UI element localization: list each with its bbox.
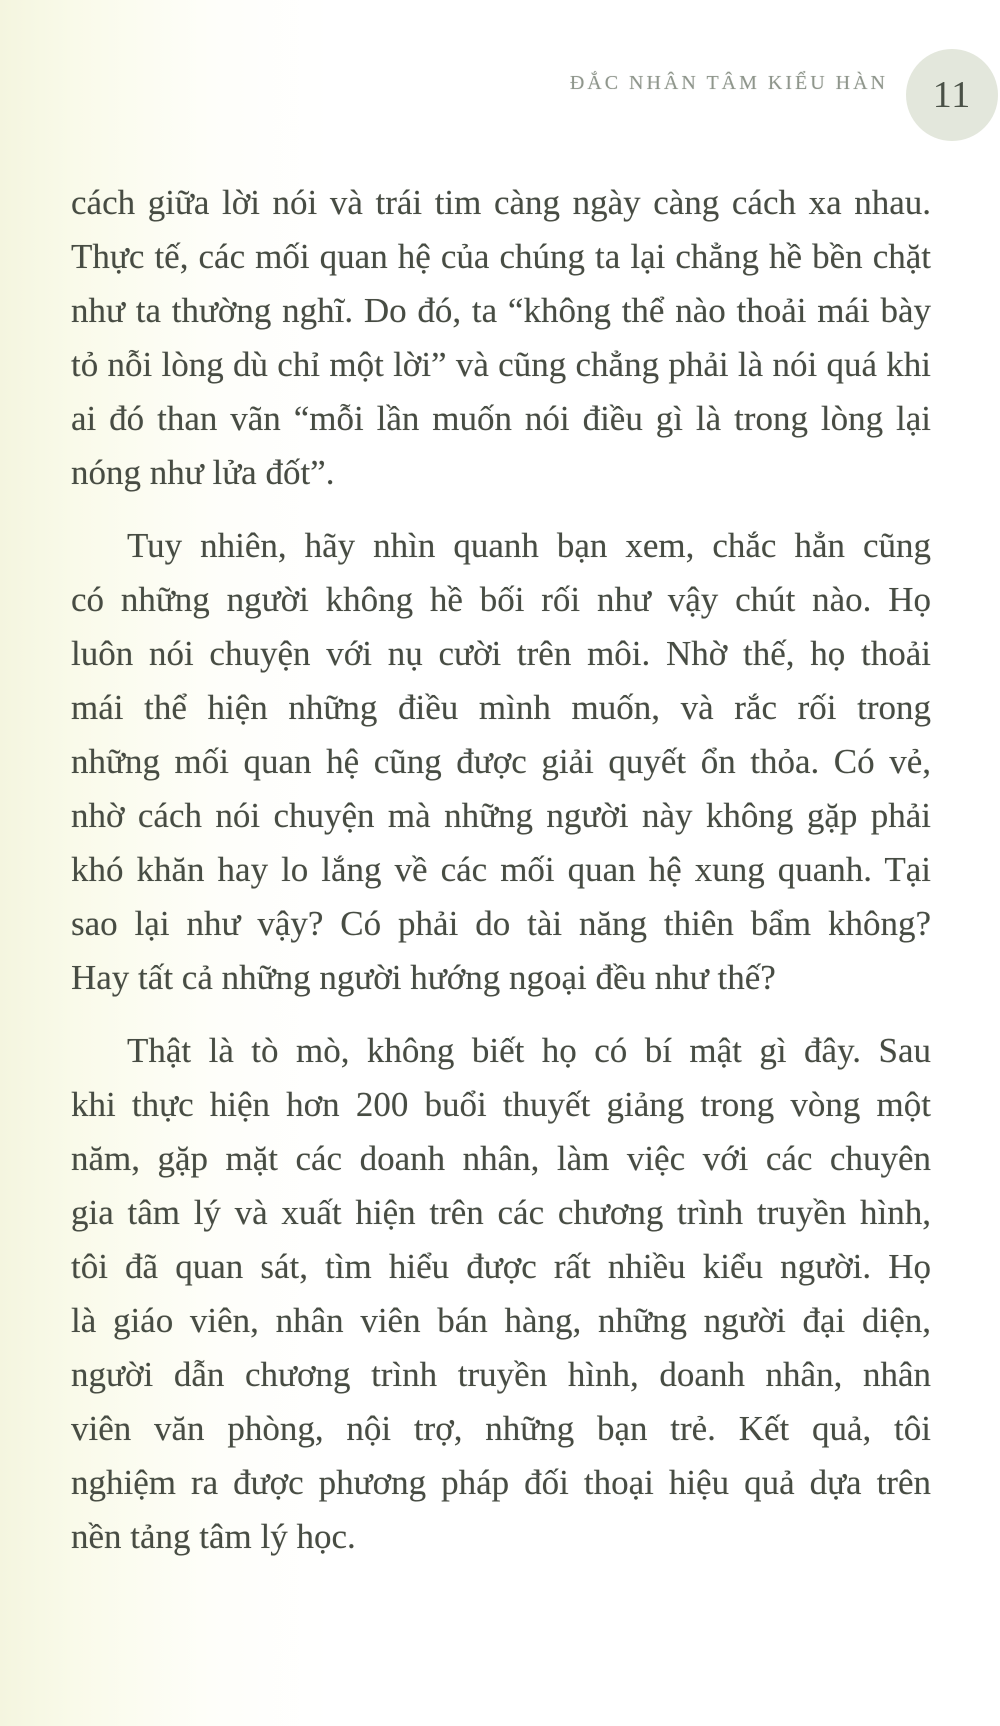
paragraph (71, 519, 931, 1005)
text-line: nền tảng tâm lý học. (71, 1517, 356, 1556)
text-line: mái thể hiện những điều mình muốn, và rắc rối trong (71, 688, 931, 727)
text-line: nóng như lửa đốt”. (71, 453, 335, 492)
paragraph (71, 176, 931, 500)
text-line: Tuy nhiên, hãy nhìn quanh bạn xem, chắc hẳn cũng (127, 526, 931, 565)
text-line: có những người không hề bối rối như vậy chút nào. Họ (71, 580, 931, 619)
text-line: Thực tế, các mối quan hệ của chúng ta lại chẳng hề bền chặt (71, 237, 931, 276)
text-line: nhờ cách nói chuyện mà những người này không gặp phải (71, 796, 931, 835)
text-block (71, 176, 931, 1564)
text-line: Hay tất cả những người hướng ngoại đều như thế? (71, 958, 776, 997)
paragraph (71, 1024, 931, 1564)
text-line: Thật là tò mò, không biết họ có bí mật gì đây. Sau (127, 1031, 931, 1070)
text-line: sao lại như vậy? Có phải do tài năng thiên bẩm không? (71, 904, 931, 943)
text-line: khó khăn hay lo lắng về các mối quan hệ xung quanh. Tại (71, 850, 931, 889)
text-line: ai đó than vãn “mỗi lần muốn nói điều gì là trong lòng lại (71, 399, 931, 438)
text-line: nghiệm ra được phương pháp đối thoại hiệu quả dựa trên (71, 1463, 931, 1502)
text-line: gia tâm lý và xuất hiện trên các chương trình truyền hình, (71, 1193, 931, 1232)
page-number-badge (906, 49, 998, 141)
text-line: luôn nói chuyện với nụ cười trên môi. Nhờ thế, họ thoải (71, 634, 931, 673)
text-line: tôi đã quan sát, tìm hiểu được rất nhiều kiểu người. Họ (71, 1247, 931, 1286)
text-line: viên văn phòng, nội trợ, những bạn trẻ. Kết quả, tôi (71, 1409, 931, 1448)
text-line: như ta thường nghĩ. Do đó, ta “không thể nào thoải mái bày (71, 291, 931, 330)
text-line: những mối quan hệ cũng được giải quyết ổn thỏa. Có vẻ, (71, 742, 931, 781)
text-line: năm, gặp mặt các doanh nhân, làm việc với các chuyên (71, 1139, 931, 1178)
text-line: người dẫn chương trình truyền hình, doanh nhân, nhân (71, 1355, 931, 1394)
running-head-title: ĐẮC NHÂN TÂM KIỂU HÀN (569, 72, 888, 94)
text-line: khi thực hiện hơn 200 buổi thuyết giảng trong vòng một (71, 1085, 931, 1124)
text-line: là giáo viên, nhân viên bán hàng, những người đại diện, (71, 1301, 931, 1340)
text-line: tỏ nỗi lòng dù chỉ một lời” và cũng chẳng phải là nói quá khi (71, 345, 931, 384)
page-number: 11 (932, 74, 972, 116)
text-line: cách giữa lời nói và trái tim càng ngày càng cách xa nhau. (71, 183, 931, 222)
